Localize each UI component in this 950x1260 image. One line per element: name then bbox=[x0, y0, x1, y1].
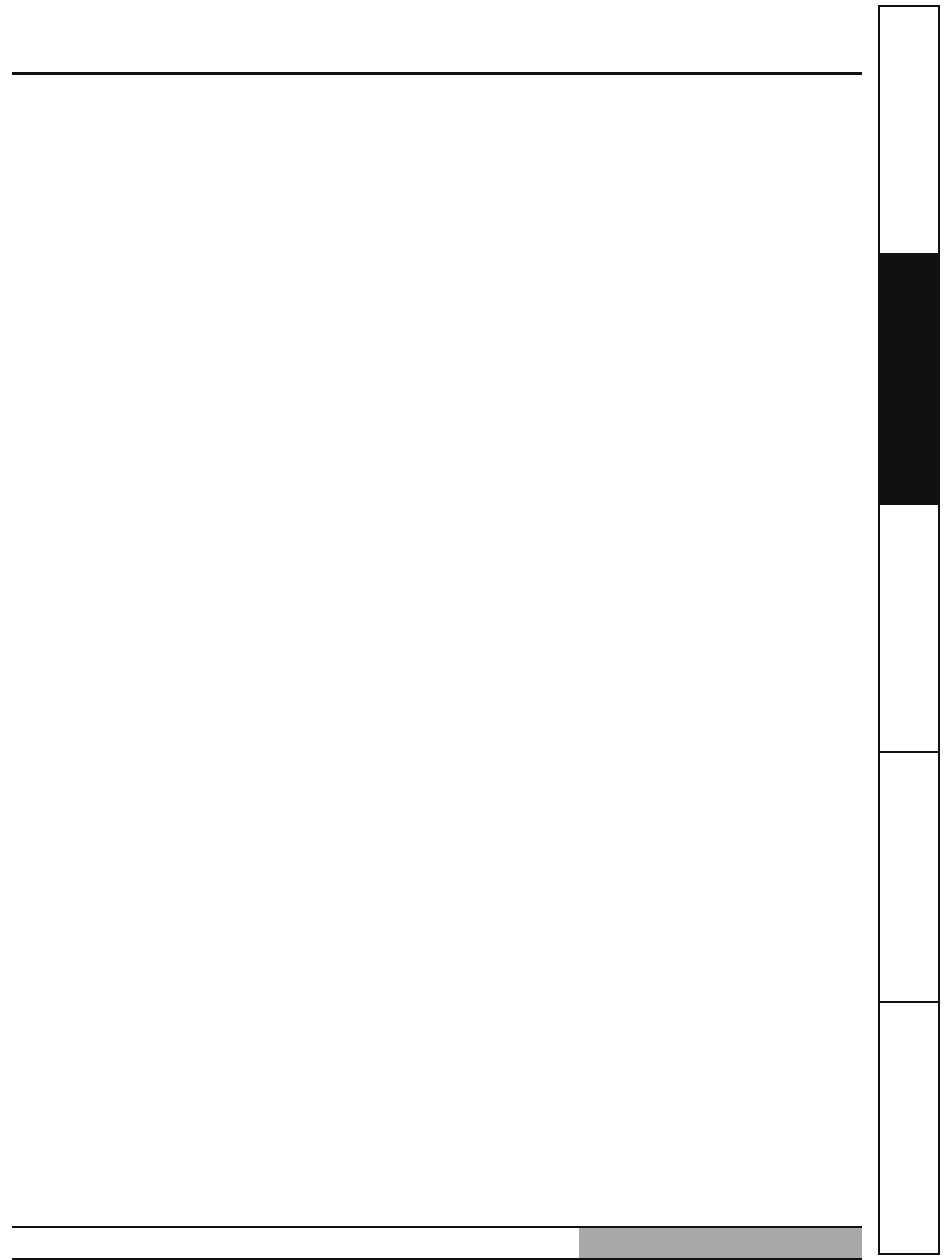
tab-instructions-securite[interactable] bbox=[880, 1001, 938, 1253]
main-content bbox=[12, 0, 862, 1260]
tab-service-clientele[interactable] bbox=[880, 7, 938, 253]
tab-entretien-nettoyage[interactable] bbox=[880, 503, 938, 751]
title-rule bbox=[12, 72, 862, 75]
tab-depannage[interactable] bbox=[880, 253, 938, 503]
section-tabs bbox=[878, 5, 940, 1255]
tab-mode-emploi[interactable] bbox=[880, 751, 938, 1001]
